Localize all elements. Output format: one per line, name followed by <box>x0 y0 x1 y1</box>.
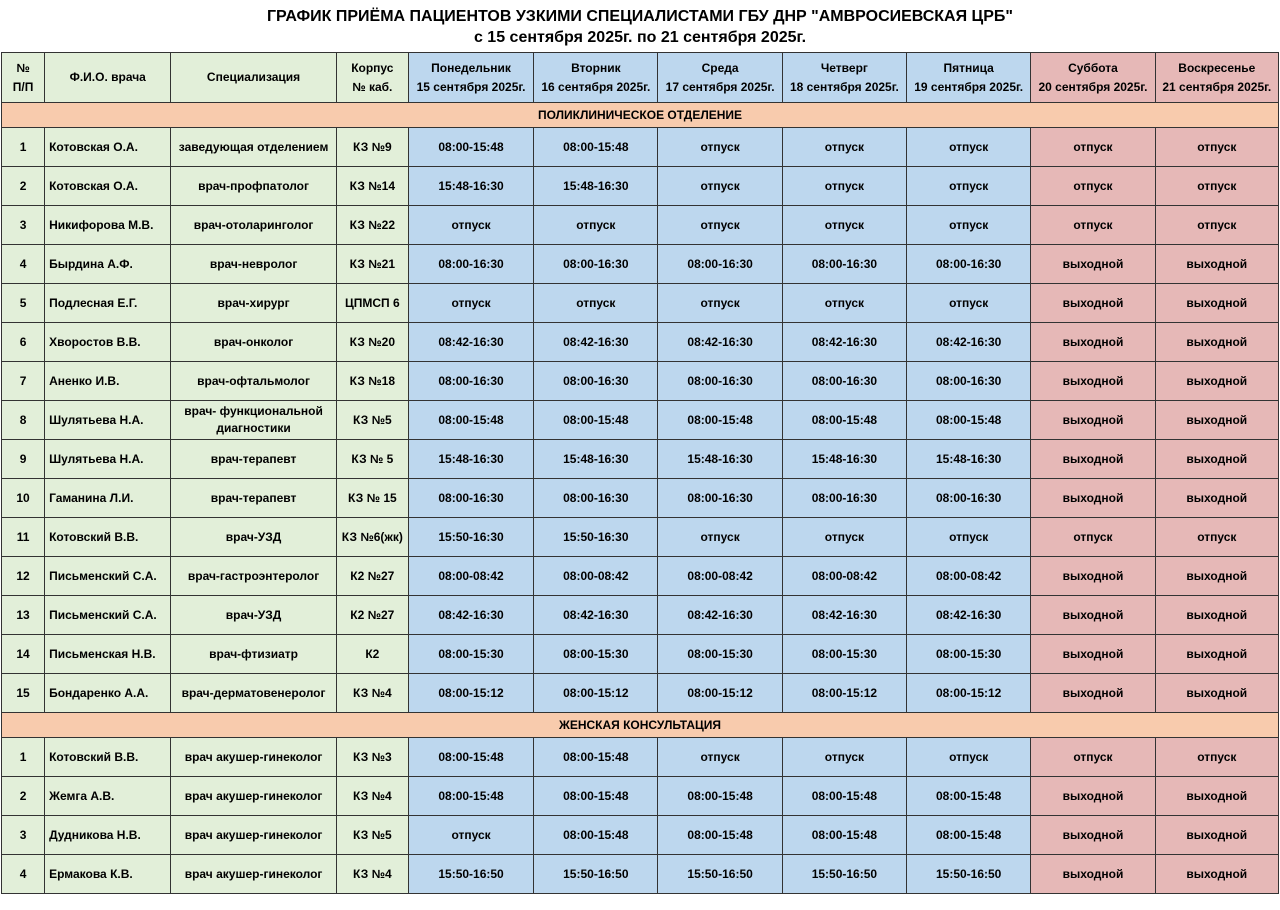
schedule-cell: 08:00-15:48 <box>782 816 906 855</box>
schedule-cell: выходной <box>1155 674 1278 713</box>
schedule-cell: 15:48-16:30 <box>782 440 906 479</box>
specialization: врач-УЗД <box>171 596 336 635</box>
schedule-cell: 08:00-16:30 <box>534 245 658 284</box>
header-name: Ф.И.О. врача <box>45 53 171 103</box>
schedule-cell: 08:42-16:30 <box>534 596 658 635</box>
schedule-cell: 08:00-15:30 <box>408 635 533 674</box>
header-day-friday: Пятница 19 сентября 2025г. <box>907 53 1031 103</box>
specialization: врач-онколог <box>171 323 336 362</box>
room-number: К2 №27 <box>336 557 408 596</box>
schedule-cell: 08:42-16:30 <box>658 323 782 362</box>
header-row <box>2 53 1279 103</box>
room-number: КЗ № 5 <box>336 440 408 479</box>
schedule-cell: 08:00-15:48 <box>534 777 658 816</box>
schedule-cell: отпуск <box>907 128 1031 167</box>
table-row <box>2 518 1279 557</box>
schedule-cell: 15:48-16:30 <box>907 440 1031 479</box>
schedule-cell: отпуск <box>907 284 1031 323</box>
schedule-cell: 08:00-15:30 <box>782 635 906 674</box>
header-day-saturday: Суббота 20 сентября 2025г. <box>1031 53 1155 103</box>
table-row <box>2 284 1279 323</box>
header-day-sunday: Воскресенье 21 сентября 2025г. <box>1155 53 1278 103</box>
schedule-cell: 08:00-15:48 <box>408 777 533 816</box>
room-number: КЗ №4 <box>336 674 408 713</box>
doctor-name: Шулятьева Н.А. <box>45 440 171 479</box>
schedule-cell: 08:00-15:48 <box>408 401 533 440</box>
doctor-name: Котовская О.А. <box>45 128 171 167</box>
schedule-cell: 08:42-16:30 <box>782 596 906 635</box>
document-title <box>0 0 1280 52</box>
doctor-name: Письменский С.А. <box>45 596 171 635</box>
doctor-name: Письменский С.А. <box>45 557 171 596</box>
table-row <box>2 167 1279 206</box>
doctor-name: Бондаренко А.А. <box>45 674 171 713</box>
specialization: врач-терапевт <box>171 440 336 479</box>
room-number: К2 №27 <box>336 596 408 635</box>
schedule-cell: 08:00-15:12 <box>907 674 1031 713</box>
row-number: 3 <box>2 206 45 245</box>
specialization: врач-дерматовенеролог <box>171 674 336 713</box>
schedule-cell: отпуск <box>658 738 782 777</box>
row-number: 3 <box>2 816 45 855</box>
title-line-2: с 15 сентября 2025г. по 21 сентября 2025г. <box>473 29 807 46</box>
specialization: врач-невролог <box>171 245 336 284</box>
schedule-cell: отпуск <box>782 738 906 777</box>
schedule-cell: 15:48-16:30 <box>658 440 782 479</box>
schedule-cell: 08:00-15:30 <box>534 635 658 674</box>
header-spec: Специализация <box>171 53 336 103</box>
schedule-cell: отпуск <box>907 206 1031 245</box>
schedule-cell: выходной <box>1031 245 1155 284</box>
schedule-cell: отпуск <box>907 738 1031 777</box>
table-row <box>2 557 1279 596</box>
schedule-cell: 08:00-15:30 <box>907 635 1031 674</box>
specialization: врач-фтизиатр <box>171 635 336 674</box>
schedule-cell: 08:42-16:30 <box>408 596 533 635</box>
schedule-cell: 08:00-16:30 <box>658 479 782 518</box>
schedule-cell: 08:00-15:48 <box>658 816 782 855</box>
schedule-cell: 08:00-16:30 <box>408 245 533 284</box>
schedule-cell: 08:42-16:30 <box>658 596 782 635</box>
schedule-cell: 08:00-08:42 <box>658 557 782 596</box>
schedule-cell: отпуск <box>782 128 906 167</box>
header-num: № П/П <box>2 53 45 103</box>
schedule-cell: 15:50-16:50 <box>782 855 906 894</box>
schedule-cell: выходной <box>1031 635 1155 674</box>
row-number: 9 <box>2 440 45 479</box>
schedule-cell: 08:00-16:30 <box>907 245 1031 284</box>
schedule-cell: выходной <box>1155 635 1278 674</box>
schedule-cell: 08:00-08:42 <box>907 557 1031 596</box>
table-row <box>2 674 1279 713</box>
schedule-cell: отпуск <box>1155 128 1278 167</box>
section-header <box>2 713 1279 738</box>
row-number: 1 <box>2 128 45 167</box>
schedule-cell: выходной <box>1155 816 1278 855</box>
schedule-cell: отпуск <box>782 284 906 323</box>
schedule-cell: 08:00-16:30 <box>782 479 906 518</box>
schedule-cell: выходной <box>1155 777 1278 816</box>
room-number: КЗ №3 <box>336 738 408 777</box>
schedule-cell: 08:00-16:30 <box>907 362 1031 401</box>
schedule-cell: 08:00-15:48 <box>907 777 1031 816</box>
schedule-cell: 08:00-15:12 <box>658 674 782 713</box>
schedule-cell: 08:00-15:48 <box>907 816 1031 855</box>
schedule-cell: отпуск <box>782 167 906 206</box>
doctor-name: Котовская О.А. <box>45 167 171 206</box>
schedule-cell: 15:48-16:30 <box>408 440 533 479</box>
schedule-cell: выходной <box>1031 479 1155 518</box>
header-room: Корпус № каб. <box>336 53 408 103</box>
schedule-cell: 15:50-16:50 <box>408 855 533 894</box>
schedule-cell: выходной <box>1031 777 1155 816</box>
doctor-name: Хворостов В.В. <box>45 323 171 362</box>
row-number: 2 <box>2 167 45 206</box>
schedule-cell: 08:00-15:12 <box>782 674 906 713</box>
row-number: 8 <box>2 401 45 440</box>
schedule-cell: 08:00-16:30 <box>408 362 533 401</box>
row-number: 1 <box>2 738 45 777</box>
header-day-thursday: Четверг 18 сентября 2025г. <box>782 53 906 103</box>
doctor-name: Бырдина А.Ф. <box>45 245 171 284</box>
doctor-name: Гаманина Л.И. <box>45 479 171 518</box>
room-number: КЗ №5 <box>336 401 408 440</box>
schedule-cell: 08:42-16:30 <box>782 323 906 362</box>
schedule-cell: выходной <box>1155 557 1278 596</box>
schedule-cell: выходной <box>1155 323 1278 362</box>
schedule-cell: отпуск <box>408 206 533 245</box>
schedule-cell: отпуск <box>658 518 782 557</box>
schedule-cell: выходной <box>1031 816 1155 855</box>
row-number: 15 <box>2 674 45 713</box>
row-number: 4 <box>2 245 45 284</box>
room-number: КЗ №6(жк) <box>336 518 408 557</box>
schedule-cell: 15:50-16:30 <box>534 518 658 557</box>
schedule-cell: отпуск <box>1031 206 1155 245</box>
schedule-cell: отпуск <box>658 128 782 167</box>
table-row <box>2 362 1279 401</box>
room-number: КЗ №4 <box>336 855 408 894</box>
schedule-cell: 08:00-15:48 <box>534 738 658 777</box>
row-number: 12 <box>2 557 45 596</box>
schedule-cell: выходной <box>1155 284 1278 323</box>
table-row <box>2 816 1279 855</box>
schedule-cell: отпуск <box>782 518 906 557</box>
schedule-cell: выходной <box>1031 323 1155 362</box>
schedule-cell: выходной <box>1155 245 1278 284</box>
schedule-cell: выходной <box>1031 362 1155 401</box>
room-number: КЗ №18 <box>336 362 408 401</box>
schedule-cell: выходной <box>1155 479 1278 518</box>
table-row <box>2 738 1279 777</box>
specialization: врач-гастроэнтеролог <box>171 557 336 596</box>
room-number: КЗ №4 <box>336 777 408 816</box>
specialization: врач-хирург <box>171 284 336 323</box>
schedule-cell: 15:48-16:30 <box>534 167 658 206</box>
schedule-cell: выходной <box>1155 855 1278 894</box>
schedule-cell: 15:50-16:50 <box>534 855 658 894</box>
schedule-cell: отпуск <box>658 167 782 206</box>
doctor-name: Дудникова Н.В. <box>45 816 171 855</box>
title-line-1: ГРАФИК ПРИЁМА ПАЦИЕНТОВ УЗКИМИ СПЕЦИАЛИСТАМИ ГБУ ДНР "АМВРОСИЕВСКАЯ ЦРБ" <box>266 8 1013 25</box>
row-number: 5 <box>2 284 45 323</box>
doctor-name: Котовский В.В. <box>45 738 171 777</box>
schedule-cell: отпуск <box>658 284 782 323</box>
row-number: 4 <box>2 855 45 894</box>
schedule-cell: 08:00-15:30 <box>658 635 782 674</box>
schedule-cell: выходной <box>1031 557 1155 596</box>
schedule-cell: 08:00-15:48 <box>782 777 906 816</box>
specialization: врач-отоларинголог <box>171 206 336 245</box>
schedule-cell: выходной <box>1031 284 1155 323</box>
specialization: заведующая отделением <box>171 128 336 167</box>
table-row <box>2 596 1279 635</box>
schedule-cell: отпуск <box>534 284 658 323</box>
header-day-monday: Понедельник 15 сентября 2025г. <box>408 53 533 103</box>
schedule-cell: 08:00-15:48 <box>658 777 782 816</box>
room-number: КЗ №20 <box>336 323 408 362</box>
schedule-cell: 08:00-16:30 <box>534 479 658 518</box>
section-title: ПОЛИКЛИНИЧЕСКОЕ ОТДЕЛЕНИЕ <box>2 103 1279 128</box>
schedule-cell: выходной <box>1155 401 1278 440</box>
room-number: КЗ №5 <box>336 816 408 855</box>
schedule-cell: отпуск <box>658 206 782 245</box>
table-row <box>2 855 1279 894</box>
schedule-cell: отпуск <box>1155 518 1278 557</box>
schedule-cell: 08:00-15:48 <box>534 816 658 855</box>
schedule-table <box>1 52 1279 894</box>
schedule-cell: выходной <box>1031 596 1155 635</box>
schedule-cell: 08:00-15:48 <box>408 738 533 777</box>
specialization: врач акушер-гинеколог <box>171 738 336 777</box>
schedule-cell: отпуск <box>1031 167 1155 206</box>
room-number: КЗ №22 <box>336 206 408 245</box>
header-day-wednesday: Среда 17 сентября 2025г. <box>658 53 782 103</box>
schedule-cell: 08:00-08:42 <box>534 557 658 596</box>
schedule-cell: выходной <box>1031 674 1155 713</box>
schedule-cell: отпуск <box>534 206 658 245</box>
room-number: ЦПМСП 6 <box>336 284 408 323</box>
section-header <box>2 103 1279 128</box>
table-row <box>2 206 1279 245</box>
specialization: врач-офтальмолог <box>171 362 336 401</box>
row-number: 6 <box>2 323 45 362</box>
schedule-cell: 08:00-16:30 <box>658 245 782 284</box>
schedule-cell: 15:48-16:30 <box>534 440 658 479</box>
schedule-cell: отпуск <box>408 284 533 323</box>
schedule-cell: 08:00-16:30 <box>782 245 906 284</box>
header-day-tuesday: Вторник 16 сентября 2025г. <box>534 53 658 103</box>
schedule-cell: 08:00-16:30 <box>782 362 906 401</box>
schedule-cell: 08:00-16:30 <box>658 362 782 401</box>
specialization: врач- функциональной диагностики <box>171 401 336 440</box>
schedule-cell: 08:00-15:12 <box>408 674 533 713</box>
schedule-cell: 08:00-16:30 <box>907 479 1031 518</box>
room-number: КЗ №14 <box>336 167 408 206</box>
row-number: 14 <box>2 635 45 674</box>
schedule-cell: 08:00-08:42 <box>782 557 906 596</box>
specialization: врач акушер-гинеколог <box>171 777 336 816</box>
doctor-name: Шулятьева Н.А. <box>45 401 171 440</box>
room-number: КЗ № 15 <box>336 479 408 518</box>
table-row <box>2 323 1279 362</box>
schedule-cell: 08:00-15:48 <box>782 401 906 440</box>
row-number: 7 <box>2 362 45 401</box>
doctor-name: Письменская Н.В. <box>45 635 171 674</box>
schedule-cell: 08:00-16:30 <box>534 362 658 401</box>
schedule-cell: 08:42-16:30 <box>408 323 533 362</box>
table-row <box>2 479 1279 518</box>
specialization: врач-УЗД <box>171 518 336 557</box>
schedule-cell: 08:00-15:48 <box>907 401 1031 440</box>
schedule-cell: отпуск <box>907 167 1031 206</box>
schedule-cell: отпуск <box>907 518 1031 557</box>
doctor-name: Ермакова К.В. <box>45 855 171 894</box>
section-title: ЖЕНСКАЯ КОНСУЛЬТАЦИЯ <box>2 713 1279 738</box>
schedule-cell: 15:50-16:30 <box>408 518 533 557</box>
table-row <box>2 440 1279 479</box>
schedule-cell: 08:00-15:48 <box>534 128 658 167</box>
schedule-cell: отпуск <box>1155 738 1278 777</box>
schedule-cell: 08:42-16:30 <box>534 323 658 362</box>
table-row <box>2 635 1279 674</box>
table-row <box>2 401 1279 440</box>
schedule-cell: 15:50-16:50 <box>907 855 1031 894</box>
schedule-cell: отпуск <box>1155 167 1278 206</box>
schedule-cell: 08:00-15:48 <box>658 401 782 440</box>
schedule-cell: 08:00-08:42 <box>408 557 533 596</box>
doctor-name: Аненко И.В. <box>45 362 171 401</box>
schedule-cell: 08:00-15:48 <box>408 128 533 167</box>
schedule-cell: выходной <box>1031 401 1155 440</box>
schedule-cell: 15:50-16:50 <box>658 855 782 894</box>
doctor-name: Никифорова М.В. <box>45 206 171 245</box>
specialization: врач акушер-гинеколог <box>171 816 336 855</box>
schedule-cell: отпуск <box>408 816 533 855</box>
specialization: врач-терапевт <box>171 479 336 518</box>
schedule-cell: отпуск <box>782 206 906 245</box>
schedule-cell: отпуск <box>1031 518 1155 557</box>
schedule-cell: выходной <box>1031 440 1155 479</box>
doctor-name: Котовский В.В. <box>45 518 171 557</box>
schedule-cell: выходной <box>1155 596 1278 635</box>
row-number: 11 <box>2 518 45 557</box>
specialization: врач акушер-гинеколог <box>171 855 336 894</box>
table-row <box>2 128 1279 167</box>
schedule-cell: отпуск <box>1031 128 1155 167</box>
doctor-name: Подлесная Е.Г. <box>45 284 171 323</box>
doctor-name: Жемга А.В. <box>45 777 171 816</box>
schedule-cell: 08:00-16:30 <box>408 479 533 518</box>
schedule-cell: 08:00-15:12 <box>534 674 658 713</box>
schedule-cell: выходной <box>1031 855 1155 894</box>
specialization: врач-профпатолог <box>171 167 336 206</box>
room-number: КЗ №9 <box>336 128 408 167</box>
schedule-cell: 08:00-15:48 <box>534 401 658 440</box>
table-row <box>2 245 1279 284</box>
row-number: 13 <box>2 596 45 635</box>
room-number: КЗ №21 <box>336 245 408 284</box>
schedule-cell: отпуск <box>1155 206 1278 245</box>
row-number: 2 <box>2 777 45 816</box>
schedule-cell: отпуск <box>1031 738 1155 777</box>
schedule-cell: выходной <box>1155 440 1278 479</box>
table-row <box>2 777 1279 816</box>
schedule-cell: 15:48-16:30 <box>408 167 533 206</box>
row-number: 10 <box>2 479 45 518</box>
schedule-cell: 08:42-16:30 <box>907 323 1031 362</box>
room-number: К2 <box>336 635 408 674</box>
schedule-cell: выходной <box>1155 362 1278 401</box>
schedule-cell: 08:42-16:30 <box>907 596 1031 635</box>
